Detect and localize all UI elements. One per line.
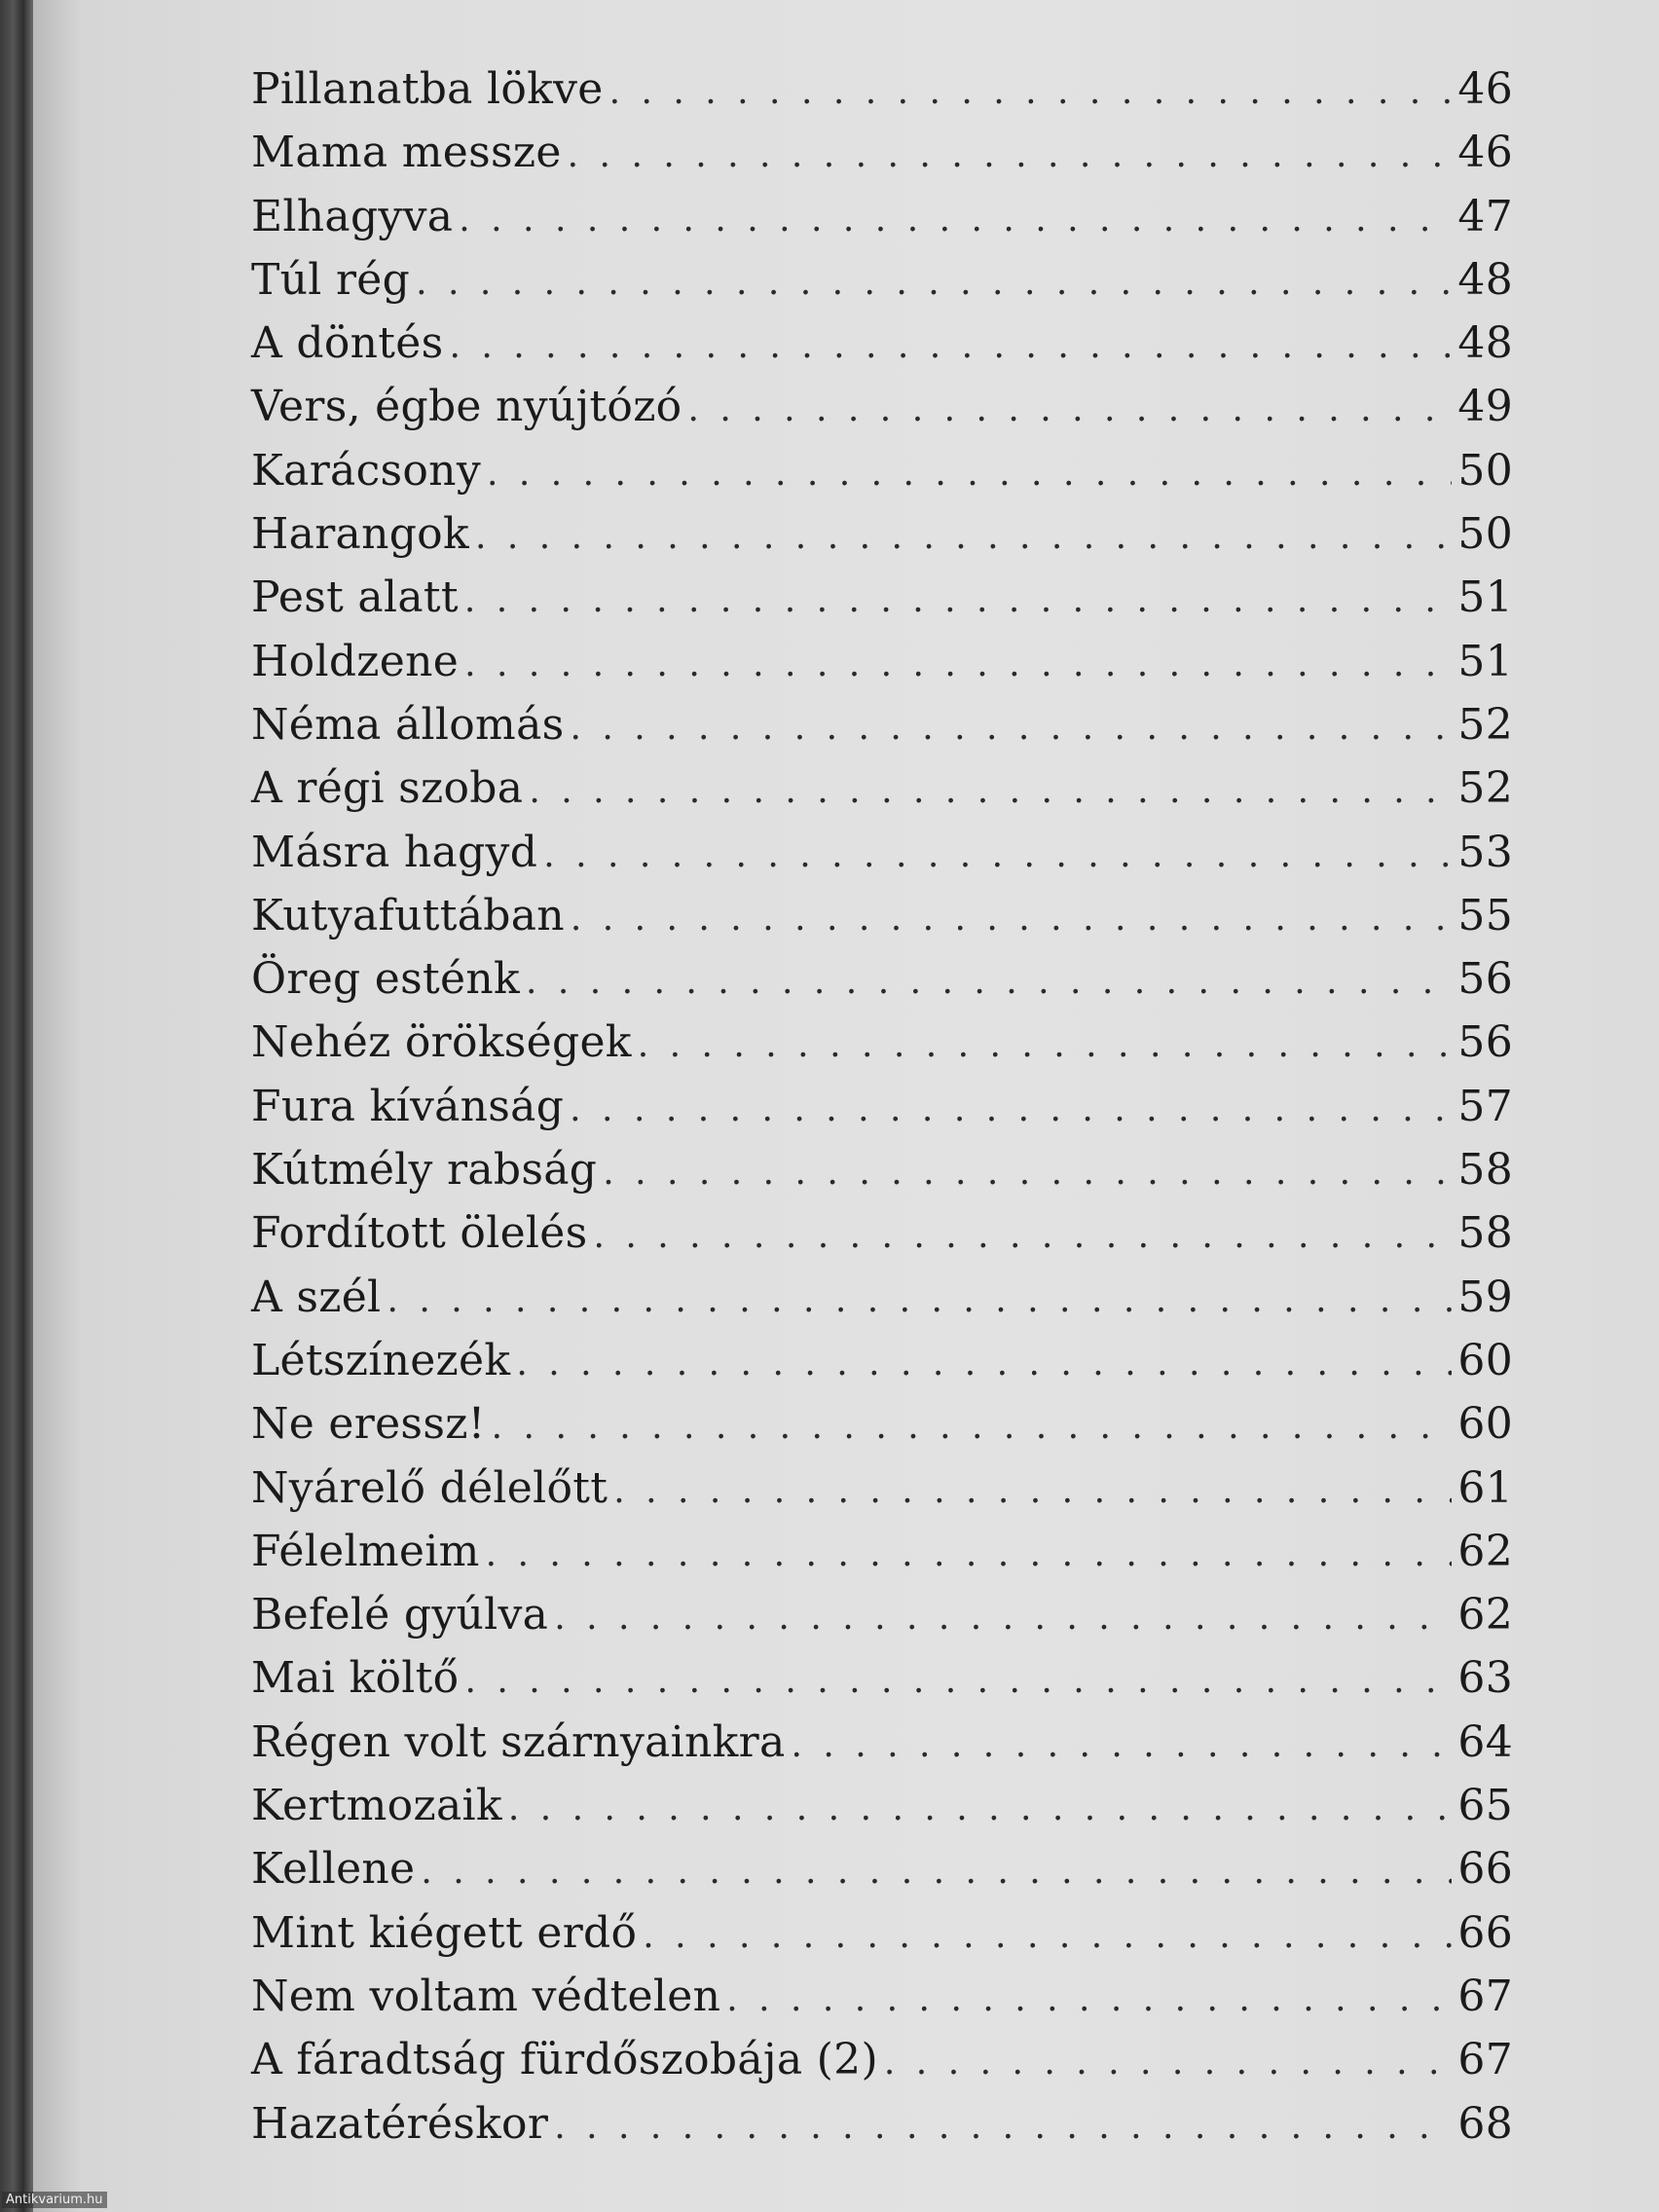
toc-entry [251,1272,1513,1336]
toc-entry-title: Mama messze [251,128,562,178]
toc-entry [251,1208,1513,1272]
dot-leader [421,1852,1452,1892]
toc-entry-page-number: 51 [1457,636,1513,686]
toc-entry-title: Pest alatt [251,572,459,623]
dot-leader [475,517,1452,557]
dot-leader [568,135,1453,175]
toc-entry-page-number: 61 [1457,1462,1513,1513]
toc-entry-title: A régi szoba [251,763,524,814]
dot-leader [387,1280,1452,1320]
toc-entry [251,255,1513,318]
dot-leader [638,1025,1453,1065]
toc-entry-page-number: 51 [1457,572,1513,623]
toc-entry [251,509,1513,572]
dot-leader [554,1598,1452,1638]
toc-entry-title: A fáradtság fürdőszobája (2) [251,2035,878,2085]
toc-entry-page-number: 46 [1457,64,1513,114]
toc-entry-title: Öreg esténk [251,954,520,1005]
toc-entry [251,382,1513,445]
toc-entry [251,1145,1513,1208]
toc-entry [251,1082,1513,1145]
toc-entry-title: Holdzene [251,636,460,686]
dot-leader [571,899,1453,939]
toc-entry-title: Létszínezék [251,1335,511,1385]
toc-entry [251,1336,1513,1399]
dot-leader [570,1089,1452,1129]
dot-leader [449,326,1452,366]
toc-entry-page-number: 58 [1457,1145,1513,1196]
toc-entry [251,1844,1513,1907]
toc-entry-title: Mai költő [251,1653,460,1704]
dot-leader [603,1153,1452,1193]
toc-entry-page-number: 67 [1457,2035,1513,2085]
toc-entry-title: Kútmély rabság [251,1145,598,1196]
toc-entry-title: Fura kívánság [251,1081,565,1131]
toc-entry-page-number: 53 [1457,827,1513,877]
toc-entry-title: Hazatéréskor [251,2098,549,2149]
toc-entry [251,1463,1513,1527]
dot-leader [884,2043,1452,2083]
toc-entry-title: Karácsony [251,445,481,496]
toc-entry-page-number: 56 [1457,1017,1513,1068]
dot-leader [464,580,1453,620]
toc-entry [251,318,1513,382]
toc-entry [251,1527,1513,1590]
table-of-contents [251,64,1513,2162]
toc-entry-title: Régen volt szárnyainkra [251,1716,786,1767]
toc-entry-title: Vers, égbe nyújtózó [251,382,682,432]
toc-entry [251,1972,1513,2035]
dot-leader [464,645,1452,684]
toc-entry [251,2035,1513,2098]
toc-entry-title: Kellene [251,1844,416,1895]
toc-entry-page-number: 58 [1457,1208,1513,1259]
book-spine [0,0,33,2212]
toc-entry-page-number: 66 [1457,1907,1513,1958]
toc-entry [251,954,1513,1017]
toc-entry [251,192,1513,255]
watermark: Antikvarium.hu [2,2192,107,2208]
toc-entry-page-number: 46 [1457,128,1513,178]
toc-entry-page-number: 64 [1457,1716,1513,1767]
dot-leader [613,1471,1452,1511]
toc-entry-page-number: 67 [1457,1971,1513,2021]
toc-entry-title: Harangok [251,509,469,560]
dot-leader [487,454,1452,494]
toc-entry-page-number: 62 [1457,1526,1513,1576]
toc-entry-title: Nem voltam védtelen [251,1971,721,2021]
toc-entry-title: Elhagyva [251,191,454,241]
toc-entry-title: A szél [251,1272,382,1322]
dot-leader [464,1661,1452,1701]
toc-entry [251,1017,1513,1081]
toc-entry [251,700,1513,763]
dot-leader [570,708,1452,748]
toc-entry-title: Ne eressz! [251,1399,486,1450]
toc-entry [251,1908,1513,1972]
toc-entry [251,891,1513,954]
toc-entry-page-number: 48 [1457,318,1513,369]
toc-entry-title: Túl rég [251,254,411,305]
dot-leader [529,771,1452,811]
toc-entry-title: Másra hagyd [251,827,538,877]
toc-entry-page-number: 55 [1457,890,1513,940]
book-page [33,0,1659,2212]
toc-entry [251,64,1513,128]
toc-entry-page-number: 50 [1457,509,1513,560]
toc-entry [251,1590,1513,1653]
toc-entry [251,446,1513,509]
toc-entry-title: Félelmeim [251,1526,480,1576]
toc-entry-page-number: 52 [1457,699,1513,750]
toc-entry-title: A döntés [251,318,444,369]
toc-entry-title: Fordított ölelés [251,1208,588,1259]
dot-leader [643,1916,1452,1956]
toc-entry-title: Nyárelő délelőtt [251,1462,608,1513]
dot-leader [516,1344,1452,1383]
toc-entry [251,763,1513,827]
toc-entry [251,637,1513,700]
toc-entry-page-number: 48 [1457,254,1513,305]
dot-leader [459,200,1452,240]
toc-entry-page-number: 49 [1457,382,1513,432]
toc-entry-page-number: 63 [1457,1653,1513,1704]
toc-entry-title: Pillanatba lökve [251,64,604,114]
toc-entry-page-number: 56 [1457,954,1513,1005]
dot-leader [416,263,1452,303]
toc-entry [251,1399,1513,1462]
toc-entry-title: Néma állomás [251,699,565,750]
toc-entry-page-number: 52 [1457,763,1513,814]
toc-entry-page-number: 50 [1457,445,1513,496]
dot-leader [492,1407,1453,1447]
toc-entry-title: Kutyafuttában [251,890,565,940]
toc-entry-page-number: 59 [1457,1272,1513,1322]
dot-leader [543,835,1452,875]
toc-entry-page-number: 60 [1457,1399,1513,1450]
toc-entry [251,1653,1513,1716]
toc-entry-page-number: 57 [1457,1081,1513,1131]
toc-entry [251,1717,1513,1781]
toc-entry [251,2099,1513,2162]
toc-entry-page-number: 47 [1457,191,1513,241]
dot-leader [609,72,1453,112]
toc-entry-title: Nehéz örökségek [251,1017,632,1068]
toc-entry [251,128,1513,191]
toc-entry-page-number: 62 [1457,1590,1513,1641]
dot-leader [508,1788,1453,1828]
toc-entry-page-number: 68 [1457,2098,1513,2149]
toc-entry [251,572,1513,636]
toc-entry [251,1781,1513,1844]
toc-entry-title: Mint kiégett erdő [251,1907,638,1958]
toc-entry-title: Befelé gyúlva [251,1590,549,1641]
dot-leader [687,389,1452,429]
toc-entry [251,828,1513,891]
dot-leader [791,1725,1452,1765]
dot-leader [554,2107,1452,2147]
toc-entry-page-number: 66 [1457,1844,1513,1895]
dot-leader [726,1979,1452,2019]
toc-entry-title: Kertmozaik [251,1781,502,1831]
dot-leader [594,1216,1453,1256]
toc-entry-page-number: 60 [1457,1335,1513,1385]
dot-leader [526,962,1452,1002]
dot-leader [486,1534,1453,1574]
toc-entry-page-number: 65 [1457,1781,1513,1831]
